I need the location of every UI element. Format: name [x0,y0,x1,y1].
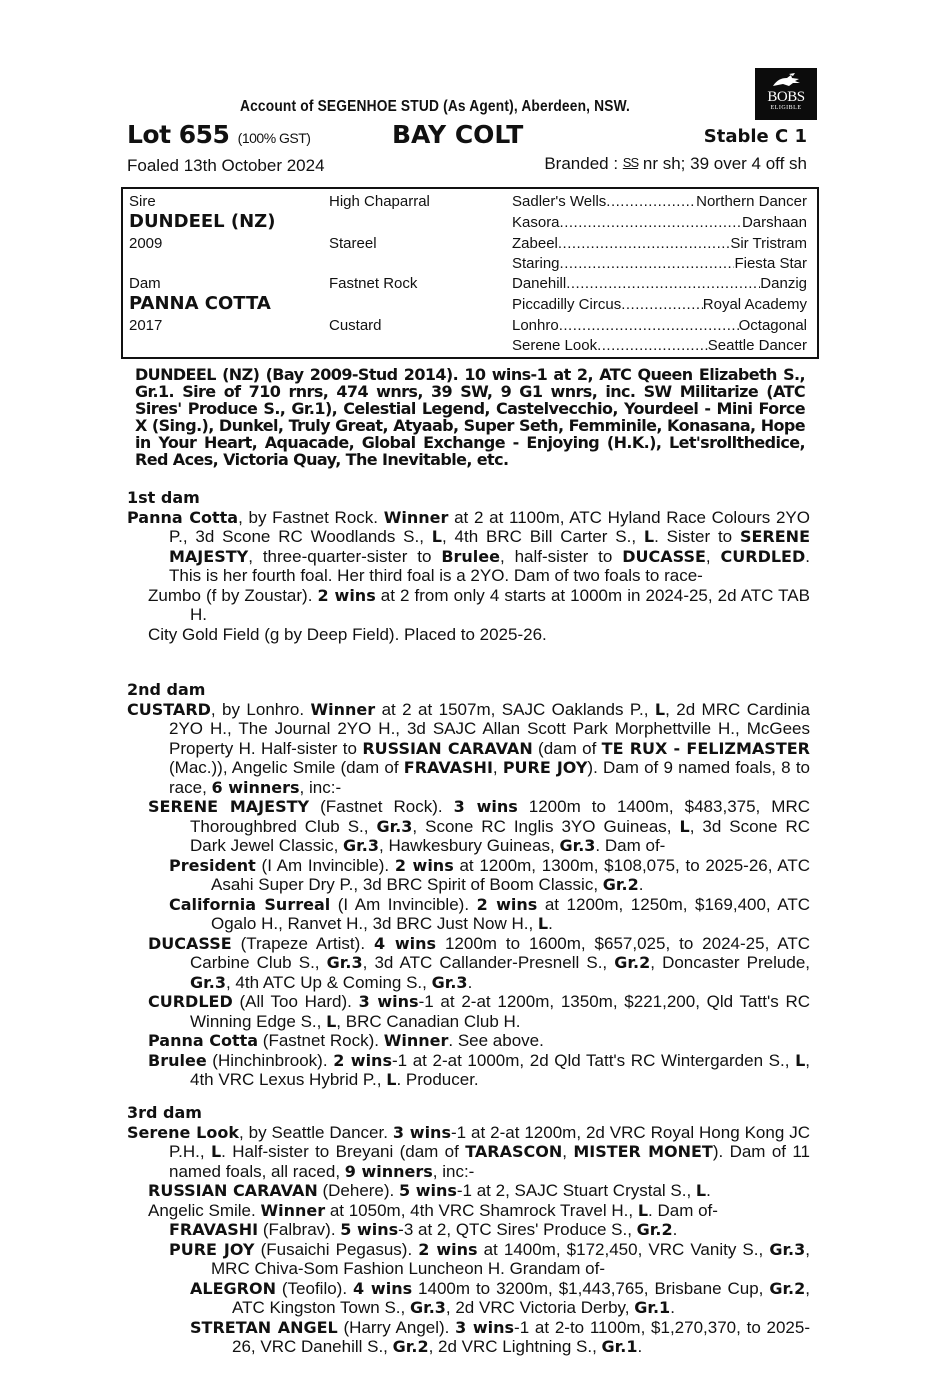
bold-text: Gr.2 [392,1337,429,1356]
bold-text: RUSSIAN CARAVAN [362,738,533,758]
text: 1200m to 1400m, $483,375, MRC Thoroughbred Club S., [190,797,810,836]
text: 1400m to 3200m, $1,443,765, Brisbane Cup, [412,1278,770,1298]
text: (Hinchinbrook). [206,1050,334,1070]
gen3-row [512,317,807,334]
text: Zumbo (f by Zoustar). [148,585,318,605]
brand-mark-icon: SS [622,155,639,170]
gen3-left: Zabeel [512,235,558,252]
bold-text: Gr.3 [769,1239,806,1259]
bold-text: Serene Look [127,1122,239,1142]
foaled-date: Foaled 13th October 2024 [127,156,325,175]
pedigree-paragraph [127,1201,810,1221]
text: . Sister to [654,527,740,546]
pedigree-paragraph [127,1220,810,1240]
bold-text: L [679,816,690,836]
bold-text: CURDLED [148,992,233,1011]
text: , three-quarter-sister to [248,546,442,566]
bold-text: CURDLED [720,546,806,566]
text: (Fastnet Rock). [258,1031,384,1050]
text: , [492,758,503,777]
gen3-row [512,296,807,313]
bold-text: DUCASSE [148,933,232,953]
stable-location: Stable C 1 [703,126,807,147]
gen3-row [512,275,807,292]
text: , by Lonhro. [210,699,311,719]
bold-text: Gr.1 [634,1298,671,1317]
pedigree-paragraph [127,856,810,895]
bold-text: PURE JOY [502,758,588,777]
logo-subtext: ELIGIBLE [770,105,802,111]
bold-text: L [643,527,655,546]
bold-text: Panna Cotta [127,507,239,527]
bold-text: Gr.3 [326,953,363,972]
bold-text: Gr.1 [601,1337,638,1356]
gen2-sire-sire: High Chaparral [329,193,430,210]
text: . See above. [448,1031,544,1050]
text: -1 at 2-at 1000m, 2d Qld Tatt's RC Wintergarden S., [391,1050,796,1070]
bold-text: Gr.2 [614,953,651,972]
bold-text: 2 wins [317,585,376,605]
section-heading: 1st dam [127,488,200,507]
text: . [672,1220,678,1239]
text: -1 at 2-at 1200m, 1350m, $221,200, Qld Tatt's RC Winning Edge S., [190,992,811,1031]
lot-description: BAY COLT [392,120,524,149]
bold-text: 3 wins [358,992,419,1011]
text: at 1050m, 4th VRC Shamrock Travel H., [325,1200,638,1220]
gen2-dam-sire: Fastnet Rock [329,275,418,292]
dam-year: 2017 [129,317,163,334]
bobs-eligible-logo [755,68,817,120]
gen2-sire-dam: Stareel [329,235,377,252]
bold-text: Gr.3 [190,972,226,992]
pedigree-paragraph [127,1181,810,1201]
bold-text: Panna Cotta [148,1031,259,1050]
gen3-left: Staring [512,255,560,272]
text: (Falbrav). [258,1220,341,1239]
gen3-right: Fiesta Star [734,255,807,272]
text: (Fastnet Rock). [309,797,454,816]
gen3-right: Northern Dancer [696,193,807,210]
pedigree-table [121,187,819,359]
text: , 3d ATC Callander-Presnell S., [362,953,615,972]
bold-text: ALEGRON [190,1278,276,1298]
logo-text: BOBS [767,89,805,105]
bold-text: Winner [260,1200,326,1220]
bold-text: 5 wins [399,1181,457,1200]
bold-text: L [695,1181,707,1200]
bold-text: L [637,1200,649,1220]
text: -1 at 2-to 1100m, $1,270,370, to 2025-26, VRC Danehill S., [232,1317,810,1356]
bold-text: L [431,527,442,546]
gen3-right: Danzig [760,275,807,292]
pedigree-paragraph [127,700,810,798]
text: (Teofilo). [275,1278,354,1298]
bold-text: L [210,1142,222,1161]
bold-text: Winner [383,1031,449,1050]
gen3-left: Kasora [512,214,560,231]
section-body [127,700,810,1090]
text: at 2 at 1100m, ATC Hyland Race Colours 2YO P., 3d Scone RC Woodlands S., [169,507,810,546]
lot-label: Lot 655 [127,120,230,149]
bold-text: L [326,1011,337,1031]
text: , 4th BRC Bill Carter S., [441,527,644,546]
gen3-left: Sadler's Wells [512,193,607,210]
text: , by Fastnet Rock. [238,507,384,527]
gen3-left: Danehill [512,275,567,292]
gen3-row [512,255,807,272]
bold-text: 2 wins [476,894,538,914]
bold-text: TE RUX - FELIZMASTER [601,738,810,758]
bold-text: California Surreal [169,894,331,914]
bold-text: 3 wins [453,797,518,816]
text: , 4th VRC Lexus Hybrid P., [190,1050,810,1089]
bold-text: Gr.2 [602,875,639,894]
bold-text: DUCASSE [622,546,706,566]
pedigree-paragraph [127,1051,810,1090]
text: (Harry Angel). [337,1317,456,1337]
bold-text: SERENE MAJESTY [148,797,310,816]
text: , 3d Scone RC Dark Jewel Classic, [190,816,810,855]
sire-name: DUNDEEL (NZ) [129,211,276,232]
bold-text: Winner [383,507,449,527]
gst-note: (100% GST) [237,130,311,146]
text: . [638,875,644,894]
text: , half-sister to [500,546,623,566]
sire-summary: DUNDEEL (NZ) (Bay 2009-Stud 2014). 10 wins-1 at 2, ATC Queen Elizabeth S., Gr.1. Sire of 710 rnrs, 474 wnrs, 39 SW, 9 G1 wnrs, inc. SW Militarize (ATC Sires' Produce S., Gr.1), Celestial Legend, Castelvecchio, Yourdeel - Mini Force X (Sing.), Dunkel, Truly Great, Atyaab, Super Seth, Femminile, Konasana, Hope in Your Heart, Aquacade, Global Exchange - Enjoying (H.K.), Let'srollthedice, Red Aces, Victoria Quay, The Inevitable, etc. [135,365,805,469]
branded-label: Branded : [544,154,619,173]
second-dam-section [127,680,810,1090]
text: at 1200m, 1250m, $169,400, ATC Ogalo H., Ranvet H., 3d BRC Just Now H., [211,894,810,933]
text: (Dehere). [317,1181,399,1200]
horse-head-icon [769,72,803,90]
bold-text: 9 winners [344,1161,433,1181]
gen3-right: Royal Academy [702,296,807,313]
bold-text: L [795,1050,806,1070]
gen3-left: Lonhro [512,317,559,334]
bold-text: Gr.3 [343,836,379,855]
text: (I Am Invincible). [330,894,477,914]
pedigree-paragraph [127,895,810,934]
pedigree-paragraph [127,1279,810,1318]
vendor-account: Account of SEGENHOE STUD (As Agent), Aberdeen, NSW. [240,98,631,115]
pedigree-paragraph [127,1123,810,1182]
text: at 2 from only 4 starts at 1000m in 2024-25, 2d ATC TAB H. [190,585,810,624]
text: at 1200m, 1300m, $108,075, to 2025-26, ATC Asahi Super Dry P., 3d BRC Spirit of Boom Classic, [211,855,810,894]
third-dam-section [127,1103,810,1357]
bold-text: STRETAN ANGEL [190,1317,338,1337]
text: . Half-sister to Breyani (dam of [221,1142,466,1161]
bold-text: L [537,914,549,933]
text: (Fusaichi Pegasus). [254,1239,419,1259]
gen3-row [512,337,807,354]
lot-header [127,120,807,150]
text: , ATC Kingston Town S., [232,1278,810,1317]
bold-text: L [386,1070,397,1089]
bold-text: Gr.2 [769,1278,806,1298]
bold-text: CUSTARD [127,699,211,719]
text: , Scone RC Inglis 3YO Guineas, [412,816,680,836]
text: (Mac.)), Angelic Smile (dam of [169,758,404,777]
gen3-row [512,214,807,231]
text: . Dam of- [595,836,666,855]
gen2-dam-dam: Custard [329,317,382,334]
text: (dam of [532,738,602,758]
text: , MRC Chiva-Som Fashion Luncheon H. Grandam of- [211,1239,810,1278]
sire-label: Sire [129,193,156,210]
text: , Doncaster Prelude, [650,953,810,972]
bold-text: 5 wins [340,1220,399,1239]
section-heading: 2nd dam [127,680,206,699]
text: (I Am Invincible). [255,855,395,875]
bold-text: 6 winners [211,777,300,797]
gen3-right: Octagonal [738,317,807,334]
bold-text: Winner [310,699,376,719]
bold-text: Gr.3 [376,816,413,836]
bold-text: Gr.3 [559,836,596,855]
dam-name: PANNA COTTA [129,293,271,314]
text: . Producer. [396,1070,479,1089]
text: , [705,546,721,566]
branded-detail: nr sh; 39 over 4 off sh [642,154,807,173]
section-body [127,508,810,645]
text: . [670,1298,675,1317]
text: City Gold Field (g by Deep Field). Placed to 2025-26. [148,624,547,644]
text: ). Dam of 11 named foals, all raced, [169,1142,810,1181]
text: , 2d MRC Cardinia 2YO H., The Journal 2YO H., 3d SAJC Allan Scott Park Morphettville H., McGees Property H. Half-sister to [169,699,810,758]
bold-text: 4 wins [353,1278,413,1298]
bold-text: Brulee [148,1050,207,1070]
text: . [467,972,473,992]
text: 1200m to 1600m, $657,025, to 2024-25, ATC Carbine Club S., [190,933,811,972]
bold-text: RUSSIAN CARAVAN [148,1181,318,1200]
pedigree-paragraph [127,586,810,625]
text: . Dam of- [648,1200,718,1220]
text: . [706,1181,711,1200]
bold-text: FRAVASHI [169,1220,259,1239]
bold-text: 2 wins [333,1050,392,1070]
bold-text: Gr.3 [431,972,468,992]
pedigree-paragraph [127,797,810,856]
text: ). Dam of 9 named foals, 8 to race, [169,758,810,797]
pedigree-paragraph [127,508,810,586]
pedigree-paragraph [127,625,810,645]
first-dam-section [127,488,810,644]
text: , BRC Canadian Club H. [336,1011,521,1031]
text: (All Too Hard). [232,992,359,1011]
gen3-right: Sir Tristram [730,235,807,252]
text: , [562,1142,574,1161]
text: -1 at 2, SAJC Stuart Crystal S., [456,1181,696,1200]
bold-text: Gr.3 [409,1298,446,1317]
pedigree-paragraph [127,1318,810,1357]
bold-text: 2 wins [418,1239,478,1259]
bold-text: 2 wins [394,855,454,875]
text: at 1400m, $172,450, VRC Vanity S., [477,1239,770,1259]
text: , 2d VRC Lightning S., [428,1337,602,1356]
pedigree-paragraph [127,992,810,1031]
bold-text: SERENE MAJESTY [169,527,810,566]
text: . This is her fourth foal. Her third foal is a 2YO. Dam of two foals to race- [169,546,810,585]
bold-text: PURE JOY [169,1239,255,1259]
text: , inc:- [432,1161,475,1181]
text: , by Seattle Dancer. [238,1122,393,1142]
sire-year: 2009 [129,235,163,252]
text: . [548,914,553,933]
dam-label: Dam [129,275,161,292]
gen3-row [512,193,807,210]
gen3-left: Piccadilly Circus [512,296,622,313]
gen3-left: Serene Look [512,337,598,354]
bold-text: Gr.2 [636,1220,673,1239]
text: , 4th ATC Up & Coming S., [225,972,432,992]
bold-text: President [169,855,256,875]
bold-text: TARASCON [465,1142,563,1161]
bold-text: FRAVASHI [403,758,493,777]
brand-info [544,154,807,174]
text: (Trapeze Artist). [231,933,374,953]
text: Angelic Smile. [148,1200,261,1220]
gen3-row [512,235,807,252]
text: , Hawkesbury Guineas, [379,836,560,855]
lot-number [127,120,310,149]
bold-text: 3 wins [392,1122,451,1142]
bold-text: 4 wins [373,933,437,953]
text: at 2 at 1507m, SAJC Oaklands P., [375,699,655,719]
pedigree-paragraph [127,934,810,993]
bold-text: MISTER MONET [573,1142,713,1161]
pedigree-paragraph [127,1240,810,1279]
bold-text: 3 wins [455,1317,515,1337]
bold-text: Brulee [441,546,500,566]
text: -1 at 2-at 1200m, 2d VRC Royal Hong Kong JC P.H., [169,1122,810,1161]
section-body [127,1123,810,1357]
text: -3 at 2, QTC Sires' Produce S., [398,1220,637,1239]
gen3-right: Darshaan [741,214,807,231]
text: , 2d VRC Victoria Derby, [445,1298,635,1317]
text: . [637,1337,643,1356]
text: , inc:- [299,777,342,797]
pedigree-paragraph [127,1031,810,1051]
gen3-right: Seattle Dancer [707,337,807,354]
section-heading: 3rd dam [127,1103,202,1122]
bold-text: L [654,699,666,719]
